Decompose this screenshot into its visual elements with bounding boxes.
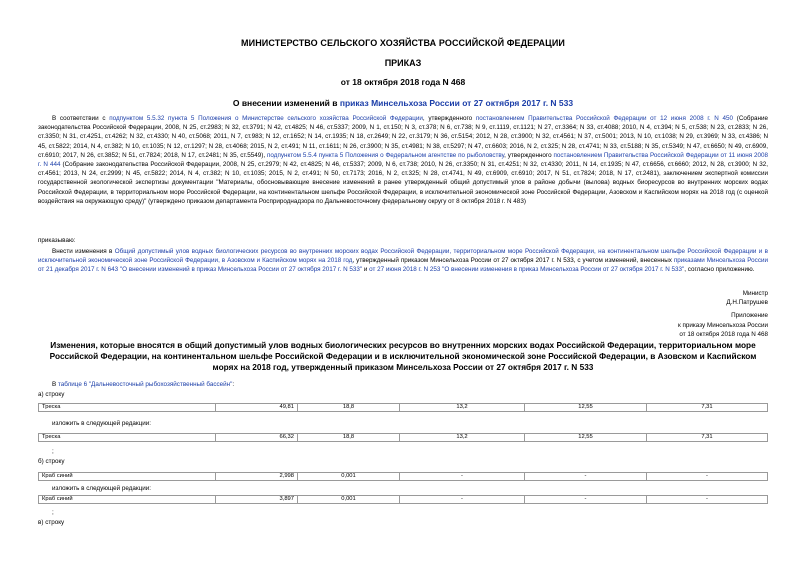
cell-value: -: [400, 473, 525, 481]
cell-value: -: [525, 473, 647, 481]
cell-species: Треска: [39, 404, 216, 412]
cell-species: Треска: [39, 434, 216, 442]
item-b-label: б) строку: [38, 458, 65, 465]
item-c-label: в) строку: [38, 519, 65, 526]
appendix-ref-line1: к приказу Минсельхоза России: [677, 322, 768, 329]
link-table-6[interactable]: таблице 6 "Дальневосточный рыбохозяйственный бассейн": [57, 381, 233, 388]
cell-value: 7,31: [647, 404, 768, 412]
signature-position: Министр: [742, 290, 768, 297]
cell-value: 2,998: [216, 473, 298, 481]
table-cod-old: [38, 403, 768, 412]
cell-value: 7,31: [647, 434, 768, 442]
cell-value: 12,55: [525, 434, 647, 442]
doc-type-heading: ПРИКАЗ: [384, 58, 422, 68]
cell-value: 0,001: [298, 496, 400, 504]
new-edition-label-2: изложить в следующей редакции:: [52, 485, 152, 492]
order-text-1: Внести изменения в: [52, 248, 115, 255]
cell-value: -: [400, 496, 525, 504]
link-order-253[interactable]: от 27 июня 2018 г. N 253 "О внесении изменения в приказ Минсельхоза России от 27 октября 2017 г. N 533": [369, 266, 685, 274]
cell-value: 0,001: [298, 473, 400, 481]
table-cod-new: [38, 433, 768, 442]
table-row: [39, 496, 768, 504]
preamble-text-5: (Собрание законодательства Российской Федерации, 2008, N 25, ст.2979; N 42, ст.4825; N 46, ст.5337; 2009, N 6, ст.738; 2010, N 26, ст.3350; N 31, ст.4251; N 32, ст.4330; 2011, N 14, ст.1935; N 47, ст.6656, ст.6660; 2012, N 28, ст.3900; N 32, ст.4561; 2013, N 24, ст.2999; N 45, ст.5822; 2014, N 4, ст.382; N 10, ст.1035; 2015, N 2, ст.491; N 50, ст.7173; 2016, N 2, ст.325; N 28, ст.4741, N 49, ст.6909, ст.6910; 2017, N 51, ст.7824; 2018, N 17, ст.2481), заключением экспертной комиссии государственной экологической экспертизы документации "Материалы, обосновывающие внесение изменений в ранее утвержденный общий допустимый улов в районе добычи (вылова) водных биоресурсов во внутренних морских водах Российской Федерации, в территориальном море Российской Федерации, на континентальном шельфе Российской Федерации, в исключительной экономической зоне Российской Федерации, Азовском и Каспийском морях на 2018 год (с оценкой воздействия на окружающую среду)" (утверждено приказом департамента Росприроднадзора по Дальневосточному федеральному округу от 8 октября 2018 г. N 483): [38, 161, 768, 205]
table-crab-old: [38, 472, 768, 481]
link-resolution-444[interactable]: постановлением Правительства Российской Федерации от 11 июня 2008 г. N 444: [38, 151, 768, 169]
cell-value: 3,897: [216, 496, 298, 504]
cell-value: 13,2: [400, 404, 525, 412]
ministry-heading: МИНИСТЕРСТВО СЕЛЬСКОГО ХОЗЯЙСТВА РОССИЙСКОЙ ФЕДЕРАЦИИ: [241, 38, 565, 48]
appendix-title: Изменения, которые вносятся в общий допустимый улов водных биологических ресурсов во внутренних морских водах Российской Федерации, территориальном море Российской Федерации, на континентальном шельфе Российской Федерации и в исключительной экономической зоне Российской Федерации, в Азовском и Каспийском морях на 2018 год, утвержденный приказом Минсельхоза России от 27 октября 2017 г. N 533: [49, 340, 757, 372]
preamble-paragraph: [38, 114, 768, 206]
order-text-2: , утвержденный приказом Минсельхоза России от 27 октября 2017 г. N 533, с учетом изменений, внесенных: [352, 257, 674, 265]
link-resolution-450[interactable]: постановлением Правительства Российской Федерации от 12 июня 2008 г. N 450: [475, 115, 734, 122]
preamble-text-3: (Собрание законодательства Российской Федерации, 2008, N 25, ст.2983; N 32, ст.3791; N 42, ст.4825; N 46, ст.5337; 2009, N 1, ст.150; N 3, ст.378; N 6, ст.738; N 9, ст.1119, ст.1121; N 27, ст.3364; N 33, ст.4088; 2010, N 4, ст.394; N 5, ст.538; N 23, ст.2833; N 26, ст.3350; N 31, ст.4251, ст.4262; N 32, ст.4330; N 40, ст.5068; 2011, N 7, ст.983; N 12, ст.1652; N 14, ст.1935; N 18, ст.2649; N 22, ст.3179; N 36, ст.5154; 2012, N 28, ст.3900; N 32, ст.4561; N 37, ст.5001; 2013, N 10, ст.1038; N 29, ст.3969; N 33, ст.4386; N 45, ст.5822; 2014, N 4, ст.382; N 10, ст.1035; N 12, ст.1297; N 28, ст.4068; 2015, N 2, ст.491; N 11, ст.1611; N 26, ст.3900; N 35, ст.4981; N 38, ст.5297; N 47, ст.6603; 2016, N 2, ст.325; N 28, ст.4741; N 33, ст.5188; N 35, ст.5349; N 47, ст.6650; N 49, ст.6909, ст.6910; 2017, N 26, ст.3852; N 51, ст.7824; 2018, N 17, ст.2481; N 35, ст.5549),: [38, 115, 768, 159]
link-total-catch[interactable]: Общий допустимый улов водных биологических ресурсов во внутренних морских водах Российской Федерации, территориальном море Российской Федерации, на континентальном шельфе Российской Федерации и в исключительной экономической зоне Российской Федерации, в Азовском и Каспийском морях на 2018 год: [38, 248, 768, 265]
cell-value: 12,55: [525, 404, 647, 412]
doc-title-prefix: О внесении изменений в: [232, 98, 340, 108]
table-row: [39, 473, 768, 481]
semicolon-2: ;: [52, 509, 54, 516]
order-text-4: , согласно приложению.: [684, 266, 755, 274]
doc-title-link[interactable]: приказ Минсельхоза России от 27 октября 2017 г. N 533: [339, 98, 574, 108]
changes-intro: [52, 381, 234, 389]
changes-intro-suffix: :: [232, 381, 235, 388]
order-paragraph: [38, 247, 768, 275]
table-row: [39, 404, 768, 412]
appendix-ref-line2: от 18 октября 2018 года N 468: [679, 331, 768, 338]
cell-value: 13,2: [400, 434, 525, 442]
preamble-text-1: В соответствии с: [52, 115, 110, 122]
semicolon-1: ;: [52, 448, 54, 455]
cell-value: 18,8: [298, 404, 400, 412]
preamble-text-2: , утвержденного: [422, 115, 476, 122]
cell-value: 49,81: [216, 404, 298, 412]
link-regulation-fisheries[interactable]: подпунктом 5.5.4 пункта 5 Положения о Федеральном агентстве по рыболовству: [267, 151, 505, 159]
signature-name: Д.Н.Патрушев: [726, 299, 768, 306]
cell-value: 18,8: [298, 434, 400, 442]
cell-species: Краб синий: [39, 496, 216, 504]
new-edition-label: изложить в следующей редакции:: [52, 420, 152, 427]
appendix-label: Приложение: [731, 312, 768, 319]
cell-value: -: [647, 473, 768, 481]
order-text-3: и: [362, 266, 370, 274]
table-row: [39, 434, 768, 442]
order-word: приказываю:: [38, 237, 76, 244]
preamble-text-4: , утвержденного: [504, 151, 554, 159]
cell-species: Краб синий: [39, 473, 216, 481]
cell-value: -: [647, 496, 768, 504]
doc-title: [38, 98, 768, 108]
changes-intro-prefix: В: [52, 381, 58, 388]
table-crab-new: [38, 495, 768, 504]
link-regulation-ministry[interactable]: подпунктом 5.5.32 пункта 5 Положения о Министерстве сельского хозяйства Российской Федерации: [109, 115, 423, 122]
item-a-label: а) строку: [38, 391, 65, 398]
cell-value: 66,32: [216, 434, 298, 442]
doc-date-number: от 18 октября 2018 года N 468: [340, 77, 466, 87]
link-order-643[interactable]: приказами Минсельхоза России от 21 декабря 2017 г. N 643 "О внесении изменений в приказ Минсельхоза России от 27 октября 2017 г. N 533": [38, 257, 769, 274]
cell-value: -: [525, 496, 647, 504]
